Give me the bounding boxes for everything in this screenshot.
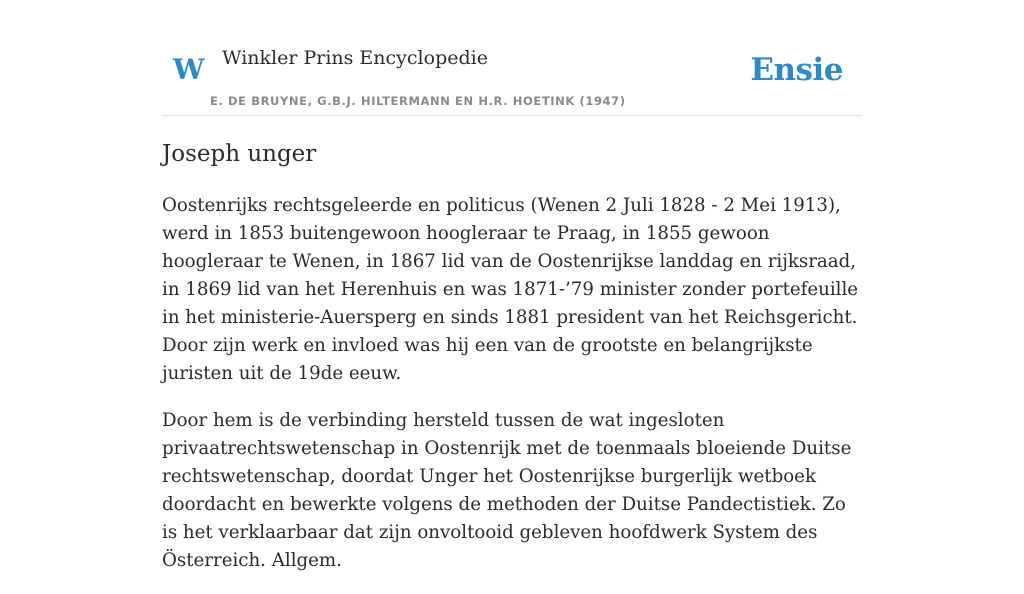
source-title[interactable]: Winkler Prins Encyclopedie [222, 47, 488, 69]
article-title: Joseph unger [162, 141, 317, 167]
article-paragraph: Door hem is de verbinding hersteld tussen de wat ingesloten privaatrechtswetenschap in Oostenrijk met de toenmaals bloeiende Duitse rechtswetenschap, doordat Unger het Oostenrijkse burgerlijk wetboek doordacht en bewerkte volgens de methoden der Duitse Pandectistiek. Zo is het verklaarbaar dat zijn onvoltooid gebleven hoofdwerk System des Österreich. Allgem. [162, 410, 852, 571]
source-authors: E. DE BRUYNE, G.B.J. HILTERMANN EN H.R. HOETINK (1947) [210, 94, 626, 108]
article-body [162, 192, 866, 594]
article-paragraph: Oostenrijks rechtsgeleerde en politicus (Wenen 2 Juli 1828 - 2 Mei 1913), werd in 1853 buitengewoon hoogleraar te Praag, in 1855 gewoon hoogleraar te Wenen, in 1867 lid van de Oostenrijkse landdag en rijksraad, in 1869 lid van het Herenhuis en was 1871-’79 minister zonder portefeuille in het ministerie-Auersperg en sinds 1881 president van het Reichsgericht. Door zijn werk en invloed was hij een van de grootste en belangrijkste juristen uit de 19de eeuw. [162, 195, 859, 384]
logo-w-icon: W [173, 53, 204, 86]
header-divider [162, 115, 862, 116]
brand-logo[interactable]: Ensie [750, 52, 843, 88]
